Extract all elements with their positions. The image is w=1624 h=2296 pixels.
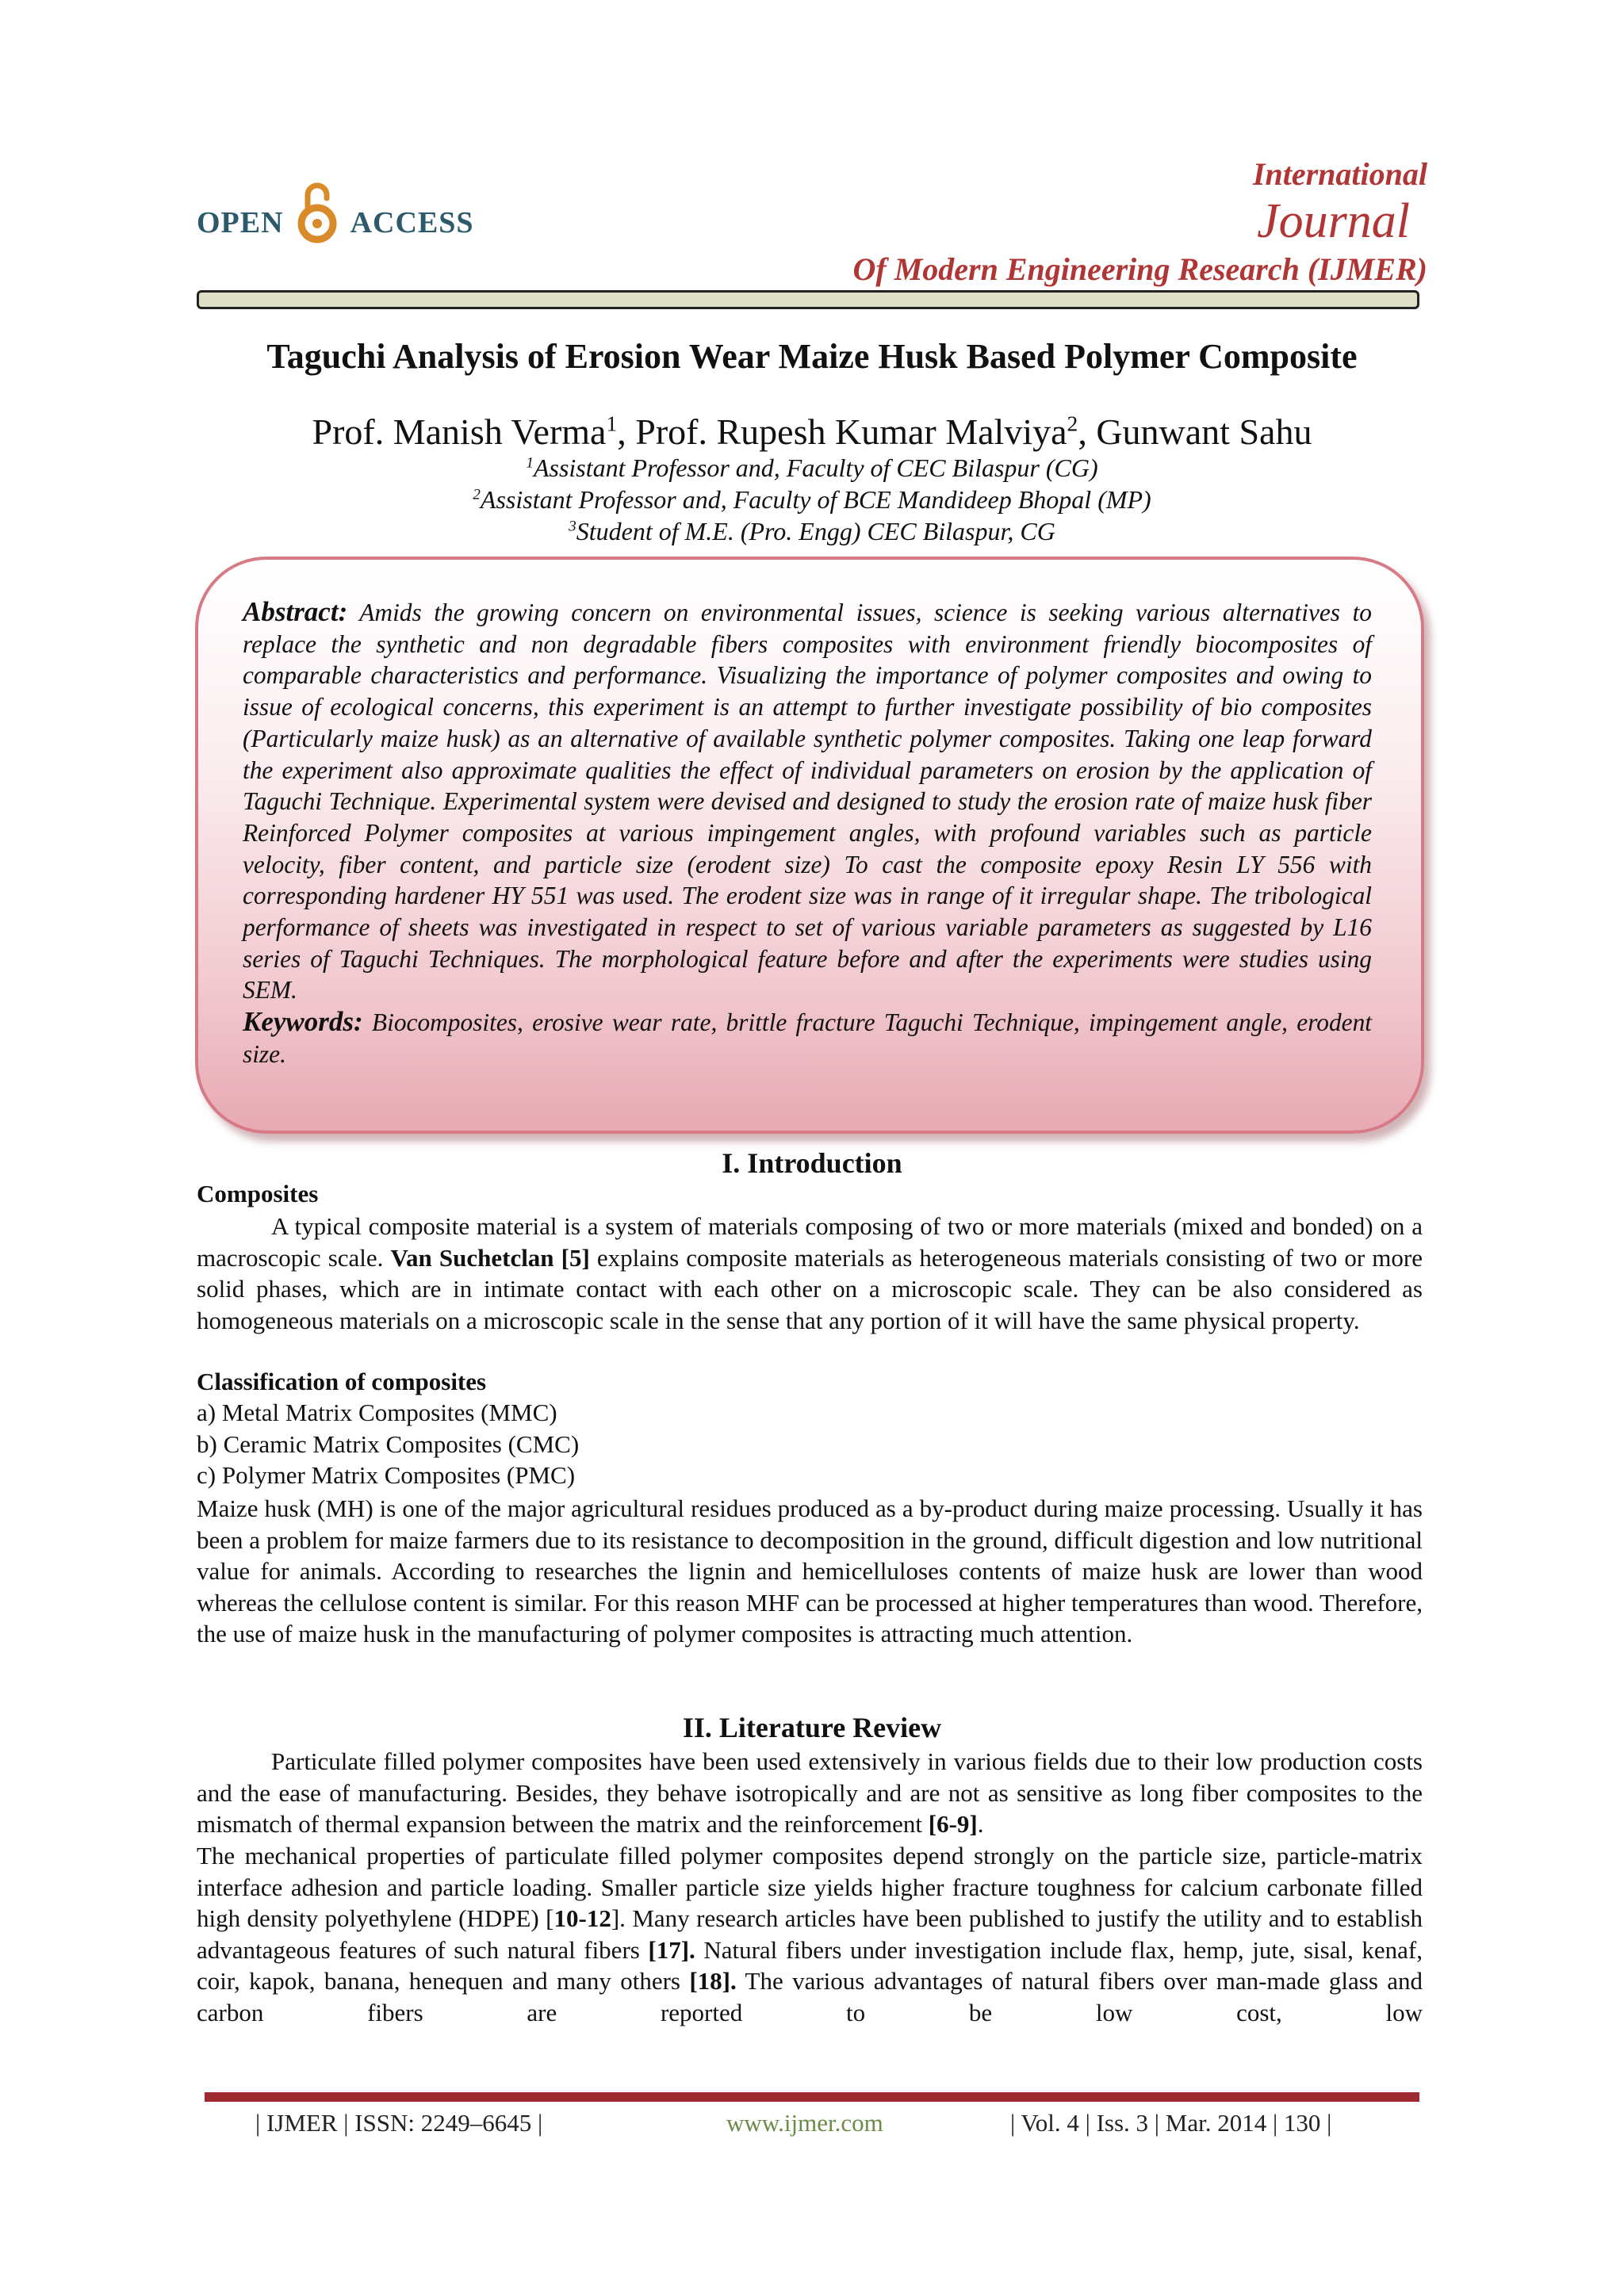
affiliation-text: Assistant Professor and, Faculty of CEC Bilaspur (CG) <box>533 453 1098 482</box>
section-heading-introduction: I. Introduction <box>722 1147 902 1179</box>
section-heading-literature-review: II. Literature Review <box>682 1712 942 1743</box>
citation-bold: 10-12 <box>553 1904 611 1932</box>
text-run: ]. Many research articles have been published to justify the utility and to establish advantageous features of such natural fibers <box>197 1904 1423 1964</box>
footer-volume-page: | Vol. 4 | Iss. 3 | Mar. 2014 | 130 | <box>1010 2109 1332 2137</box>
intro-paragraph-2: Maize husk (MH) is one of the major agricultural residues produced as a by-product during maize processing. Usually it has been a problem for maize farmers due to its resistance to decomposition in the ground, difficult digestion and low nutritional value for animals. According to researches the lignin and hemicelluloses contents of maize husk are lower than wood whereas the cellulose content is similar. For this reason MHF can be processed at higher temperatures than wood. Therefore, the use of maize husk in the manufacturing of polymer composites is attracting much attention. <box>197 1494 1423 1647</box>
author-sup: 2 <box>1067 411 1078 436</box>
lit-paragraph-2 <box>197 1840 1423 2028</box>
abstract-body <box>243 596 1372 1070</box>
author-list: Prof. Manish Verma$^1$, Prof. Rupesh Kumar Malviya$^2$, Gunwant Sahu <box>312 411 1312 452</box>
affiliation-sup: 3 <box>569 518 576 535</box>
footer-issn: | IJMER | ISSN: 2249–6645 | <box>255 2109 543 2137</box>
open-access-right-text: ACCESS <box>350 206 474 239</box>
citation-bold: [17]. <box>648 1935 695 1964</box>
paper-title: Taguchi Analysis of Erosion Wear Maize Husk Based Polymer Composite <box>266 337 1358 376</box>
author-sup: 1 <box>606 411 618 436</box>
header-divider-bar <box>197 290 1419 309</box>
text-run: . <box>977 1810 984 1838</box>
citation-bold: [6-9] <box>928 1810 978 1838</box>
text-run: Natural fibers under investigation include flax, hemp, jute, sisal, kenaf, coir, kapok, banana, henequen and many others <box>197 1935 1423 1995</box>
affiliation-line <box>0 485 1624 515</box>
keywords-text: Biocomposites, erosive wear rate, brittle fracture Taguchi Technique, impingement angle, erodent size. <box>243 1008 1372 1068</box>
affiliation-text: Student of M.E. (Pro. Engg) CEC Bilaspur, CG <box>576 517 1055 545</box>
footer-website-link[interactable]: www.ijmer.com <box>726 2109 883 2137</box>
affiliation-sup: 2 <box>473 486 481 503</box>
intro-paragraph-1 <box>197 1211 1423 1336</box>
text-run: Particulate filled polymer composites have been used extensively in various fields due to their low production costs and the ease of manufacturing. Besides, they behave isotropically and are not as sensitive as long fiber composites to the mismatch of thermal expansion between the matrix and the reinforcement <box>197 1747 1423 1838</box>
journal-name-line3: Of Modern Engineering Research (IJMER) <box>852 251 1427 287</box>
author-name: Prof. Manish Verma <box>312 411 607 452</box>
abstract-paragraph <box>243 596 1372 1006</box>
lit-paragraph-1 <box>197 1746 1423 1840</box>
subheading-composites: Composites <box>197 1180 319 1207</box>
text-run: A typical composite material is a system of materials composing of two or more materials (mixed and bonded) on a macroscopic scale. <box>197 1212 1423 1272</box>
affiliation-line <box>0 453 1624 483</box>
keywords-paragraph <box>243 1006 1372 1070</box>
affiliation-text: Assistant Professor and, Faculty of BCE Mandideep Bhopal (MP) <box>480 485 1151 514</box>
journal-name-line1: International <box>1252 156 1427 192</box>
journal-name-line2: Journal <box>1257 194 1410 248</box>
citation-bold: Van Suchetclan [5] <box>390 1243 590 1272</box>
author-name: Gunwant Sahu <box>1096 411 1312 452</box>
footer-bar <box>205 2092 1419 2102</box>
list-item: c) Polymer Matrix Composites (PMC) <box>197 1461 576 1489</box>
open-lock-icon <box>295 181 339 246</box>
abstract-label: Abstract: <box>243 596 348 627</box>
text-run: The mechanical properties of particulate filled polymer composites depend strongly on the particle size, particle-matrix interface adhesion and particle loading. Smaller particle size yields higher fracture toughness for calcium carbonate filled high density polyethylene (HDPE) [ <box>197 1842 1423 1932</box>
open-access-left-text: OPEN <box>197 206 284 239</box>
affiliation-line <box>0 517 1624 546</box>
open-access-logo <box>197 190 474 255</box>
abstract-text: Amids the growing concern on environmental issues, science is seeking various alternatives to replace the synthetic and non degradable fibers composites with environment friendly biocomposites of comparable characteristics and performance. Visualizing the importance of polymer composites and owing to issue of ecological concerns, this experiment is an attempt to further investigate possibility of bio composites (Particularly maize husk) as an alternative of available synthetic polymer composites. Taking one leap forward the experiment also approximate qualities the effect of individual parameters on erosion by the application of Taguchi Technique. Experimental system were devised and designed to study the erosion rate of maize husk fiber Reinforced Polymer composites at various impingement angles, with profound variables such as particle velocity, fiber content, and particle size (erodent size) To cast the composite epoxy Resin LY 556 with corresponding hardener HY 551 was used. The erodent size was in range of it irregular shape. The tribological performance of sheets was investigated in respect to set of various variable parameters as suggested by L16 series of Taguchi Techniques. The morphological feature before and after the experiments were studies using SEM. <box>243 599 1373 1004</box>
keywords-label: Keywords: <box>243 1006 363 1038</box>
list-item: a) Metal Matrix Composites (MMC) <box>197 1399 557 1426</box>
text-run: explains composite materials as heterogeneous materials consisting of two or more solid phases, which are in intimate contact with each other on a microscopic scale. They can be also considered as homogeneous materials on a microscopic scale in the sense that any portion of it will have the same physical property. <box>197 1243 1423 1334</box>
citation-bold: [18]. <box>689 1967 737 1995</box>
subheading-classification: Classification of composites <box>197 1368 487 1395</box>
list-item: b) Ceramic Matrix Composites (CMC) <box>197 1430 580 1458</box>
affiliation-sup: 1 <box>526 454 534 472</box>
text-run: The various advantages of natural fibers over man-made glass and carbon fibers are reported to be low cost, low <box>197 1967 1423 2026</box>
author-name: Prof. Rupesh Kumar Malviya <box>635 411 1067 452</box>
